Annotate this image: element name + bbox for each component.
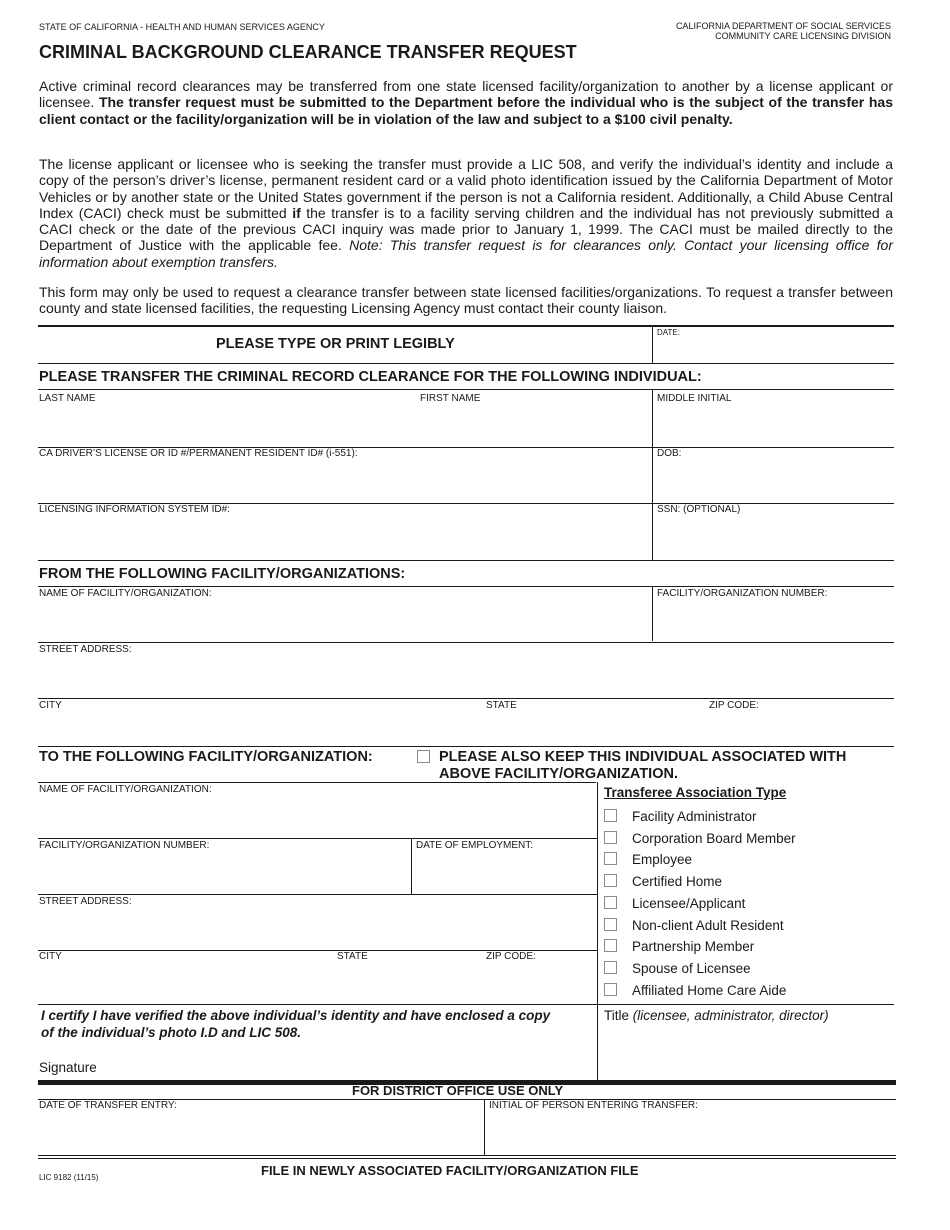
to-city-label: CITY [39,951,62,962]
certification-line2: of the individual’s photo I.D and LIC 508. [41,1025,302,1040]
to-name-label: NAME OF FACILITY/ORGANIZATION: [39,784,212,795]
association-checkbox-7[interactable] [604,939,617,952]
initial-label: INITIAL OF PERSON ENTERING TRANSFER: [489,1100,698,1111]
certification-line1: I certify I have verified the above individual’s identity and have enclosed a copy [41,1008,551,1023]
from-name-input[interactable] [39,605,647,637]
association-checkbox-2[interactable] [604,831,617,844]
from-name-label: NAME OF FACILITY/ORGANIZATION: [39,588,212,599]
to-zip-input[interactable] [486,968,592,1000]
certification-statement [41,1007,550,1041]
keep-associated-line1: PLEASE ALSO KEEP THIS INDIVIDUAL ASSOCIATED WITH [439,749,847,765]
to-employment-input[interactable] [416,857,592,891]
to-section-heading: TO THE FOLLOWING FACILITY/ORGANIZATION: [39,749,373,765]
to-state-label: STATE [337,951,368,962]
association-label-9: Affiliated Home Care Aide [632,983,787,998]
initial-input[interactable] [489,1117,891,1151]
intro-p2-text-a: The license applicant or licensee who is seeking the transfer must provide a LIC 508, and verify the individual’s identity and include a copy of the person’s driver’s license, permanent resident card or a valid photo identification issued by the California Department of Motor Vehicles or by another state or the United States government if the person is not a California resident. Additionally, a Child Abuse Central Index (CACI) check must be submitted [39,156,893,221]
from-zip-input[interactable] [709,717,891,741]
association-checkbox-5[interactable] [604,896,617,909]
association-checkbox-4[interactable] [604,874,617,887]
form-number: LIC 9182 (11/15) [39,1173,99,1182]
intro-p2-text-b: the transfer is to a facility serving children and the individual has not previously submitted a CACI check or the date of the previous CACI inquiry was made prior to January 1, 1999. The CACI must be mailed directly to the Department of Justice with the applicable fee. [39,204,893,254]
ssn-label: SSN: (OPTIONAL) [657,504,741,515]
title-field-label [604,1008,829,1023]
ssn-input[interactable] [657,522,891,556]
from-zip-label: ZIP CODE: [709,700,759,711]
signature-input[interactable] [110,1056,590,1078]
intro-paragraph-1 [39,78,893,127]
from-street-label: STREET ADDRESS: [39,644,132,655]
date-label: DATE: [657,328,680,337]
individual-section-heading: PLEASE TRANSFER THE CRIMINAL RECORD CLEARANCE FOR THE FOLLOWING INDIVIDUAL: [39,369,702,385]
first-name-label: FIRST NAME [420,393,481,404]
association-label-7: Partnership Member [632,939,755,954]
to-zip-label: ZIP CODE: [486,951,536,962]
association-label-1: Facility Administrator [632,809,757,824]
to-street-input[interactable] [39,913,591,947]
lis-id-label: LICENSING INFORMATION SYSTEM ID#: [39,504,230,515]
keep-associated-line2: ABOVE FACILITY/ORGANIZATION. [439,765,678,782]
association-checkbox-1[interactable] [604,809,617,822]
district-heading: FOR DISTRICT OFFICE USE ONLY [352,1083,564,1098]
transfer-date-label: DATE OF TRANSFER ENTRY: [39,1100,177,1111]
keep-associated-label [439,749,846,782]
title-input[interactable] [604,1030,891,1074]
intro-p1-bold: The transfer request must be submitted to the Department before the individual who is the subject of the transfer has client contact or the facility/organization will be in violation of the law and subject to a $100 civil penalty. [39,94,893,127]
association-checkbox-9[interactable] [604,983,617,996]
last-name-label: LAST NAME [39,393,96,404]
title-label: Title [604,1008,630,1023]
association-label-4: Certified Home [632,874,723,889]
intro-paragraph-2 [39,156,893,270]
transfer-date-input[interactable] [39,1117,479,1151]
to-number-input[interactable] [39,857,405,891]
department-name [676,22,891,41]
association-label-3: Employee [632,852,693,867]
from-number-label: FACILITY/ORGANIZATION NUMBER: [657,588,828,599]
from-number-input[interactable] [657,605,891,637]
to-city-input[interactable] [39,968,329,1000]
from-street-input[interactable] [39,661,891,695]
keep-associated-checkbox[interactable] [417,750,430,763]
department-line2: COMMUNITY CARE LICENSING DIVISION [715,30,891,41]
association-checkbox-3[interactable] [604,852,617,865]
department-line1: CALIFORNIA DEPARTMENT OF SOCIAL SERVICES [675,21,891,31]
from-state-label: STATE [486,700,517,711]
from-section-heading: FROM THE FOLLOWING FACILITY/ORGANIZATIONS: [39,566,406,582]
association-checkbox-6[interactable] [604,918,617,931]
middle-initial-label: MIDDLE INITIAL [657,393,732,404]
license-id-input[interactable] [39,466,647,500]
to-number-label: FACILITY/ORGANIZATION NUMBER: [39,840,210,851]
to-name-input[interactable] [39,801,591,835]
association-label-6: Non-client Adult Resident [632,918,784,933]
dob-input[interactable] [657,466,891,500]
signature-label: Signature [39,1060,97,1075]
association-label-5: Licensee/Applicant [632,896,746,911]
intro-p2-note: Note: This transfer request is for clearances only. Contact your licensing office for information about exemption transfers. [39,237,893,270]
intro-p2-if: if [292,204,301,221]
to-state-input[interactable] [337,968,477,1000]
print-legibly-note: PLEASE TYPE OR PRINT LEGIBLY [216,336,455,352]
page-title: CRIMINAL BACKGROUND CLEARANCE TRANSFER REQUEST [39,42,577,62]
license-id-label: CA DRIVER’S LICENSE OR ID #/PERMANENT RESIDENT ID# (i-551): [39,448,358,459]
title-hint: (licensee, administrator, director) [632,1008,829,1023]
to-employment-label: DATE OF EMPLOYMENT: [416,840,534,851]
file-instruction: FILE IN NEWLY ASSOCIATED FACILITY/ORGANIZATION FILE [261,1163,639,1178]
date-input[interactable] [657,340,891,360]
dob-label: DOB: [657,448,682,459]
lis-id-input[interactable] [39,522,647,556]
middle-initial-input[interactable] [657,410,891,444]
association-label-8: Spouse of Licensee [632,961,751,976]
last-name-input[interactable] [39,410,414,444]
to-street-label: STREET ADDRESS: [39,896,132,907]
association-checkbox-8[interactable] [604,961,617,974]
first-name-input[interactable] [420,410,648,444]
intro-paragraph-3: This form may only be used to request a clearance transfer between state licensed facilities/organizations. To request a transfer between county and state licensed facilities, the requesting Licensing Agency must contact their county liaison. [39,284,893,317]
from-city-label: CITY [39,700,62,711]
from-city-input[interactable] [39,717,479,741]
agency-name: STATE OF CALIFORNIA - HEALTH AND HUMAN SERVICES AGENCY [39,22,325,32]
from-state-input[interactable] [486,717,701,741]
intro-p1-text: Active criminal record clearances may be transferred from one state licensed facility/organization to another by a license applicant or licensee. [39,78,893,111]
association-type-title: Transferee Association Type [604,785,787,800]
association-label-2: Corporation Board Member [632,831,796,846]
